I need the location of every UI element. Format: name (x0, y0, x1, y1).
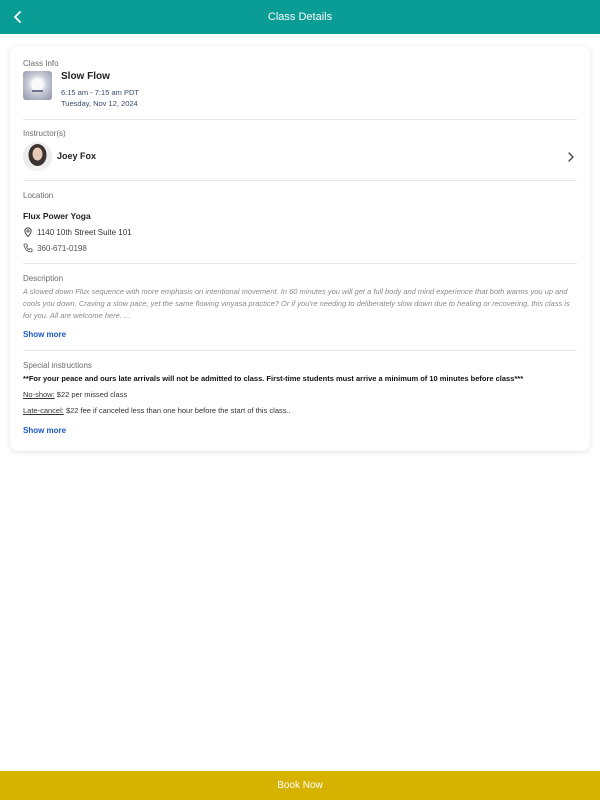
class-thumbnail (23, 71, 52, 100)
description-text: A slowed down Flux sequence with more emphasis on intentional movement. In 60 minutes you will get a full body and mind experience that both warms you up and cools you down. Craving a slow pace, yet the same flowing vinyasa practice? Or if you're needing to deliberately slow down due to healing or recovering, this class is for you. All are welcome here. ... (23, 287, 570, 320)
book-now-button[interactable]: Book Now (0, 771, 600, 800)
late-cancel-text: $22 fee if canceled less than one hour before the start of this class.. (63, 406, 291, 415)
divider (23, 119, 577, 120)
instructor-name: Joey Fox (57, 151, 97, 161)
map-pin-icon (23, 227, 33, 237)
back-button[interactable] (6, 5, 30, 29)
divider (23, 180, 577, 181)
class-time: 6:15 am - 7:15 am PDT (61, 88, 139, 97)
avatar (23, 142, 52, 171)
late-cancel-policy (23, 406, 291, 415)
special-instructions-text: **For your peace and ours late arrivals will not be admitted to class. First-time students must arrive a minimum of 10 minutes before class*** (23, 374, 524, 383)
special-show-more-link[interactable]: Show more (23, 426, 67, 435)
location-label: Location (23, 191, 54, 200)
class-details-card (10, 46, 590, 451)
phone-text: 360-671-0198 (37, 243, 87, 253)
instructor-label: Instructor(s) (23, 129, 66, 138)
no-show-label: No-show: (23, 390, 55, 399)
class-date: Tuesday, Nov 12, 2024 (61, 99, 138, 108)
location-address[interactable] (23, 227, 132, 237)
chevron-left-icon (12, 11, 24, 23)
header-bar (0, 0, 600, 34)
description-show-more-link[interactable]: Show more (23, 330, 67, 339)
page-title: Class Details (267, 11, 333, 23)
chevron-right-icon (565, 151, 577, 163)
class-name: Slow Flow (61, 71, 110, 82)
phone-icon (23, 243, 33, 253)
class-info-label: Class Info (23, 59, 59, 68)
late-cancel-label: Late-cancel: (23, 406, 64, 415)
no-show-text: $22 per missed class (54, 390, 128, 399)
divider (23, 263, 577, 264)
location-name: Flux Power Yoga (23, 211, 91, 221)
location-phone[interactable] (23, 243, 87, 253)
special-instructions-label: Special instructions (23, 361, 92, 370)
no-show-policy (23, 390, 127, 399)
divider (23, 350, 577, 351)
address-text: 1140 10th Street Suite 101 (37, 227, 132, 237)
instructor-row[interactable] (23, 142, 577, 172)
description-label: Description (23, 274, 64, 283)
